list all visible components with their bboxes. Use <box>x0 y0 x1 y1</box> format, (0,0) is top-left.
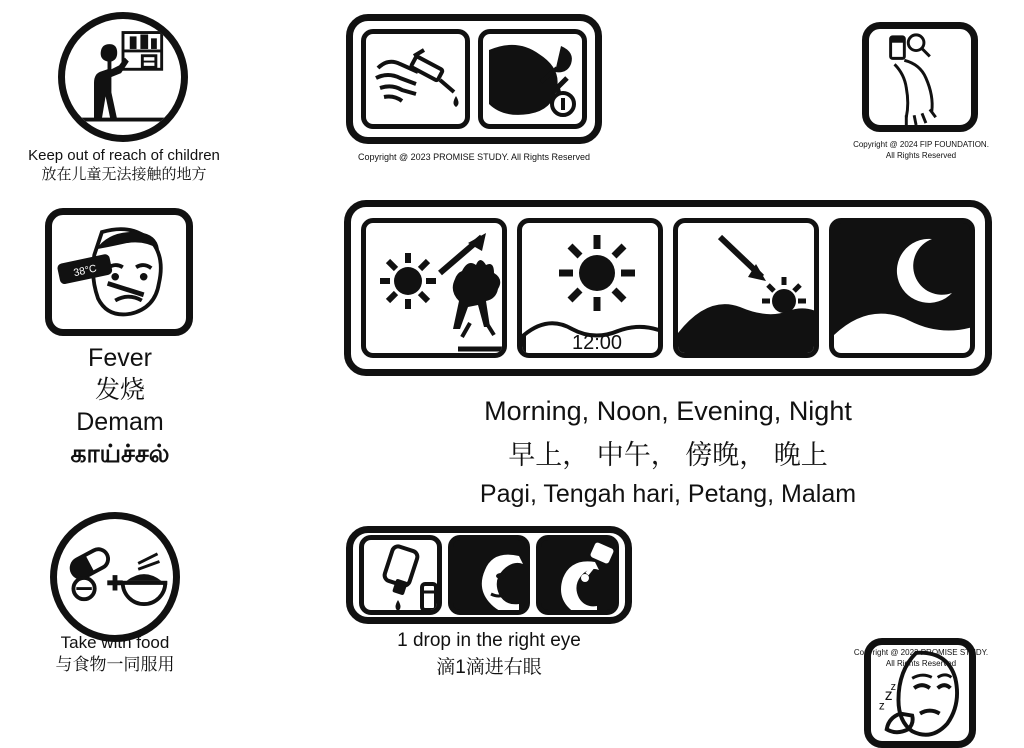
eye-dropper-bottle-icon <box>359 535 442 615</box>
keep-out-of-reach-caption <box>0 146 248 184</box>
keep-out-of-reach-pictogram <box>58 12 188 142</box>
crescent-moon-night-icon <box>829 218 975 358</box>
caption-line-ms: Demam <box>76 408 164 436</box>
copyright-line: All Rights Reserved <box>885 150 957 160</box>
caption-line-ms: Pagi, Tengah hari, Petang, Malam <box>479 480 857 508</box>
times-of-day-strip <box>344 200 992 376</box>
times-of-day-caption <box>344 396 992 509</box>
vial-and-arm-icon <box>862 22 978 132</box>
sunset-icon <box>673 218 819 358</box>
copyright-line: Copyright @ 2024 FIP FOUNDATION. <box>853 140 989 149</box>
drowsiness-copyright <box>846 648 996 670</box>
take-with-food-caption <box>0 632 230 676</box>
eye-drop-strip <box>346 526 632 624</box>
pill-plus-rice-bowl-icon <box>50 512 180 642</box>
syringe-and-arm-injection-icon <box>361 29 470 129</box>
injection-copyright <box>346 151 602 163</box>
sun-noon-icon <box>517 218 663 358</box>
take-with-food-pictogram <box>50 512 180 642</box>
copyright-line: Copyright @ 2023 PROMISE STUDY. <box>853 648 989 657</box>
arm-injection-site-icon <box>478 29 587 129</box>
caption-line-en: Fever <box>88 344 152 372</box>
drop-into-eye-icon <box>536 535 619 615</box>
caption-line-zh: 放在儿童无法接触的地方 <box>41 166 207 184</box>
copyright-line: Copyright @ 2023 PROMISE STUDY. All Rights Reserved <box>357 152 591 162</box>
fever-thermometer-face-icon <box>45 208 193 336</box>
injection-pictogram <box>346 14 602 144</box>
fever-pictogram <box>45 208 193 336</box>
caption-line-zh: 与食物一同服用 <box>55 654 175 674</box>
caption-line-ta: காய்ச்சல் <box>70 440 170 468</box>
child-reaching-cabinet-icon <box>58 12 188 142</box>
fip-copyright <box>846 140 996 162</box>
noon-time-label: 12:00 <box>571 332 623 354</box>
svg-text:38°C: 38°C <box>72 263 98 280</box>
caption-line-en: Morning, Noon, Evening, Night <box>484 396 852 426</box>
caption-line-en: Take with food <box>60 633 170 652</box>
head-tilted-back-icon <box>448 535 531 615</box>
copyright-line: All Rights Reserved <box>885 658 957 668</box>
sunrise-rooster-icon <box>361 218 507 358</box>
caption-line-zh: 滴1滴进右眼 <box>436 657 542 678</box>
fever-caption <box>0 342 240 470</box>
eye-drop-caption <box>336 630 642 679</box>
svg-text:z: z <box>890 681 897 694</box>
caption-line-en: Keep out of reach of children <box>28 147 220 164</box>
caption-line-zh: 发烧 <box>94 376 145 404</box>
caption-line-zh: 早上， 中午， 傍晚， 晚上 <box>508 440 828 470</box>
svg-text:z: z <box>884 686 893 704</box>
svg-text:z: z <box>878 699 885 713</box>
caption-line-en: 1 drop in the right eye <box>397 630 581 651</box>
